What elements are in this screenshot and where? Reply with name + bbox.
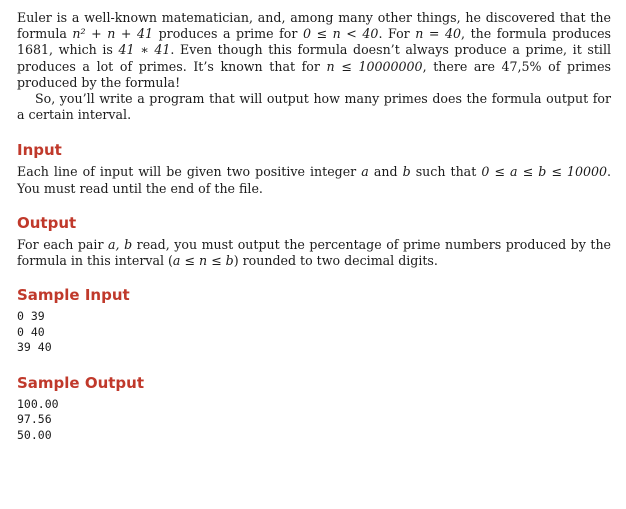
- input-text-4: . You must read until the end of the file.: [17, 164, 612, 196]
- formula-expression: n² + n + 41: [72, 26, 154, 42]
- input-constraint-expression: 0 ≤ a ≤ b ≤ 10000: [481, 164, 607, 180]
- product-expression: 41 ∗ 41: [118, 42, 171, 58]
- intro-text-4: , the formula produces 1681, which is: [17, 26, 612, 58]
- output-text-1: For each pair: [17, 236, 109, 252]
- intro-text-2: produces a prime for: [153, 26, 303, 42]
- input-text-3: such that: [410, 164, 482, 180]
- intro-text-3: . For: [378, 26, 416, 42]
- input-text-1: Each line of input will be given two positive integer: [17, 164, 362, 180]
- sample-output-line: 100.00: [17, 396, 59, 411]
- intro-text-6: , there are 47,5% of primes produced by the formula!: [17, 58, 611, 90]
- intro-text-5: . Even though this formula doesn’t always produce a prime, it still produces a lot of primes. It’s known that for: [17, 42, 612, 74]
- intro-text-1: Euler is a well-known matematician, and, among many other things, he discovered that the formula: [17, 10, 611, 42]
- output-text-2: read, you must output the percentage of prime numbers produced by the formula in this interval (: [17, 236, 612, 269]
- sample-input-line: 0 40: [17, 324, 45, 339]
- output-text-3: ) rounded to two decimal digits.: [233, 253, 438, 269]
- problem-statement: [17, 10, 611, 443]
- input-text-2: and: [368, 164, 403, 180]
- pair-expression: a, b: [108, 236, 133, 252]
- sample-input-line: 0 39: [17, 309, 45, 324]
- bound-expression: n ≤ 10000000: [326, 58, 423, 74]
- sample-input-title: Sample Input: [17, 286, 130, 305]
- intro-paragraph-2: So, you’ll write a program that will output how many primes does the formula output for a certain interval.: [17, 91, 611, 123]
- output-section-body: [17, 237, 611, 269]
- sample-output-title: Sample Output: [17, 373, 145, 392]
- sample-input-line: 39 40: [17, 340, 52, 355]
- output-section-title: Output: [17, 213, 77, 232]
- sample-output-line: 97.56: [17, 412, 52, 427]
- input-section-title: Input: [17, 141, 62, 160]
- interval-expression: a ≤ n ≤ b: [172, 253, 234, 269]
- sample-output-line: 50.00: [17, 427, 52, 442]
- var-a: a: [361, 164, 369, 180]
- sample-input-block: [17, 309, 611, 356]
- sample-output-block: [17, 397, 611, 444]
- var-b: b: [402, 164, 411, 180]
- n-equals-expression: n = 40: [415, 26, 462, 42]
- intro-paragraph: [17, 10, 611, 91]
- input-section-body: [17, 164, 611, 196]
- prime-range-expression: 0 ≤ n < 40: [302, 26, 379, 42]
